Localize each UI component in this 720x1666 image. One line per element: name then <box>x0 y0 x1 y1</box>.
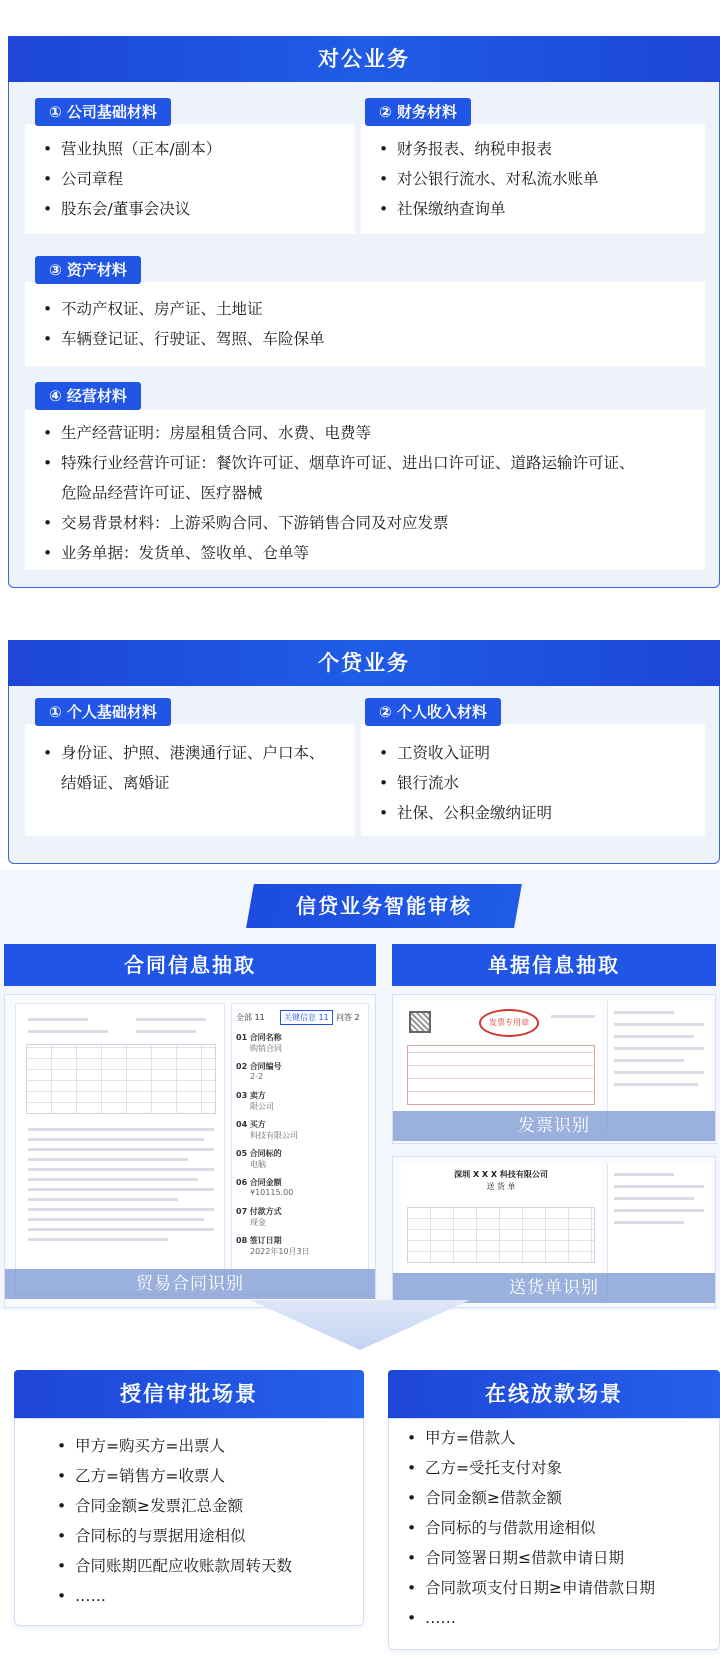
list-item: • 社保缴纳查询单 <box>375 194 599 224</box>
contract-field: 03 卖方 限公司 <box>236 1091 274 1111</box>
list-item: • 营业执照（正本/副本） <box>39 134 221 164</box>
personal-basic-list <box>39 738 325 798</box>
tab-all[interactable]: 全部 11 <box>236 1013 265 1022</box>
credit-scene-panel <box>14 1418 364 1626</box>
assets-list <box>39 294 325 354</box>
list-item: • 合同标的与票据用途相似 <box>53 1521 292 1551</box>
contract-field: 05 合同标的 电脑 <box>236 1149 282 1169</box>
contract-field-list <box>236 1032 366 1264</box>
contract-field: 08 签订日期 2022年10月3日 <box>236 1236 310 1256</box>
list-item: • 乙方=受托支付对象 <box>403 1453 655 1483</box>
audit-banner: 信贷业务智能审核 <box>246 884 522 928</box>
assets-card <box>25 282 705 366</box>
contract-field: 01 合同名称 购销合同 <box>236 1033 282 1053</box>
finance-tag: ② 财务材料 <box>365 98 471 126</box>
list-item: • 不动产权证、房产证、土地证 <box>39 294 325 324</box>
list-item: • 合同金额≥借款金额 <box>403 1483 655 1513</box>
delivery-caption: 送货单识别 <box>393 1273 715 1303</box>
list-item: • 银行流水 <box>375 768 552 798</box>
invoice-screenshot <box>392 994 716 1144</box>
list-item: • 交易背景材料：上游采购合同、下游销售合同及对应发票 <box>39 508 635 538</box>
list-item: • 合同签署日期≤借款申请日期 <box>403 1543 655 1573</box>
contract-table <box>26 1044 216 1114</box>
company-basic-list <box>39 134 221 224</box>
delivery-company: 深圳 X X X 科技有限公司 <box>454 1170 548 1179</box>
loan-scene-panel <box>388 1418 720 1650</box>
company-basic-tag: ① 公司基础材料 <box>35 98 171 126</box>
list-item: • 对公银行流水、对私流水账单 <box>375 164 599 194</box>
loan-scene-list <box>403 1423 655 1633</box>
contract-screenshot <box>4 994 376 1308</box>
list-item: • 公司章程 <box>39 164 221 194</box>
list-item: • 工资收入证明 <box>375 738 552 768</box>
list-item: • 生产经营证明：房屋租赁合同、水费、电费等 <box>39 418 635 448</box>
list-item: 危险品经营许可证、医疗器械 <box>61 484 263 502</box>
list-item: • 合同款项支付日期≥申请借款日期 <box>403 1573 655 1603</box>
credit-scene-header: 授信审批场景 <box>14 1370 364 1418</box>
personal-basic-card <box>25 724 355 836</box>
delivery-screenshot <box>392 1156 716 1308</box>
list-item: • 财务报表、纳税申报表 <box>375 134 599 164</box>
operation-tag: ④ 经营材料 <box>35 382 141 410</box>
contract-field: 07 付款方式 现金 <box>236 1207 282 1227</box>
contract-extract-header: 合同信息抽取 <box>4 944 376 986</box>
invoice-table <box>407 1045 595 1105</box>
contract-field: 04 买方 科技有限公司 <box>236 1120 298 1140</box>
list-item: • 特殊行业经营许可证：餐饮许可证、烟草许可证、进出口许可证、道路运输许可证、 <box>39 448 635 478</box>
invoice-caption: 发票识别 <box>393 1111 715 1141</box>
list-item: • 车辆登记证、行驶证、驾照、车险保单 <box>39 324 325 354</box>
credit-scene-list <box>53 1431 292 1611</box>
contract-caption: 贸易合同识别 <box>5 1269 375 1299</box>
list-item: • …… <box>403 1603 655 1633</box>
loan-scene-header: 在线放款场景 <box>388 1370 720 1418</box>
list-item: • 合同账期匹配应收账款周转天数 <box>53 1551 292 1581</box>
list-item: • 社保、公积金缴纳证明 <box>375 798 552 828</box>
down-arrow-icon <box>0 1300 720 1360</box>
personal-panel <box>8 686 720 864</box>
personal-basic-tag: ① 个人基础材料 <box>35 698 171 726</box>
assets-tag: ③ 资产材料 <box>35 256 141 284</box>
personal-income-tag: ② 个人收入材料 <box>365 698 501 726</box>
contract-document <box>15 1003 225 1295</box>
list-item: • 业务单据：发货单、签收单、仓单等 <box>39 538 635 568</box>
list-item: • …… <box>53 1581 292 1611</box>
operation-card <box>25 410 705 570</box>
company-basic-card <box>25 124 355 234</box>
list-item: 结婚证、离婚证 <box>61 774 170 792</box>
delivery-doc-title: 送 货 单 <box>486 1182 516 1191</box>
list-item: • 身份证、护照、港澳通行证、户口本、 <box>39 738 325 768</box>
qr-code-icon <box>409 1011 431 1033</box>
list-item: • 股东会/董事会决议 <box>39 194 221 224</box>
receipt-extract-header: 单据信息抽取 <box>392 944 716 986</box>
delivery-table <box>407 1207 595 1263</box>
personal-header: 个贷业务 <box>8 640 720 686</box>
contract-field: 02 合同编号 2-2 <box>236 1062 282 1081</box>
list-item: • 甲方=借款人 <box>403 1423 655 1453</box>
list-item: • 乙方=销售方=收票人 <box>53 1461 292 1491</box>
contract-fields-panel <box>231 1003 369 1295</box>
corporate-panel <box>8 82 720 588</box>
contract-field: 06 合同金额 ¥10115.00 <box>236 1178 294 1197</box>
list-item: • 甲方=购买方=出票人 <box>53 1431 292 1461</box>
operation-list <box>39 418 635 568</box>
list-item: • 合同标的与借款用途相似 <box>403 1513 655 1543</box>
personal-income-card <box>361 724 705 836</box>
personal-income-list <box>375 738 552 828</box>
contract-tabs <box>236 1010 366 1026</box>
finance-card <box>361 124 705 234</box>
tab-qa[interactable]: 问答 2 <box>336 1013 360 1022</box>
finance-list <box>375 134 599 224</box>
invoice-stamp: 发票专用章 <box>479 1009 539 1037</box>
corporate-header: 对公业务 <box>8 36 720 82</box>
list-item: • 合同金额≥发票汇总金额 <box>53 1491 292 1521</box>
tab-key-info[interactable]: 关键信息 11 <box>280 1010 333 1025</box>
